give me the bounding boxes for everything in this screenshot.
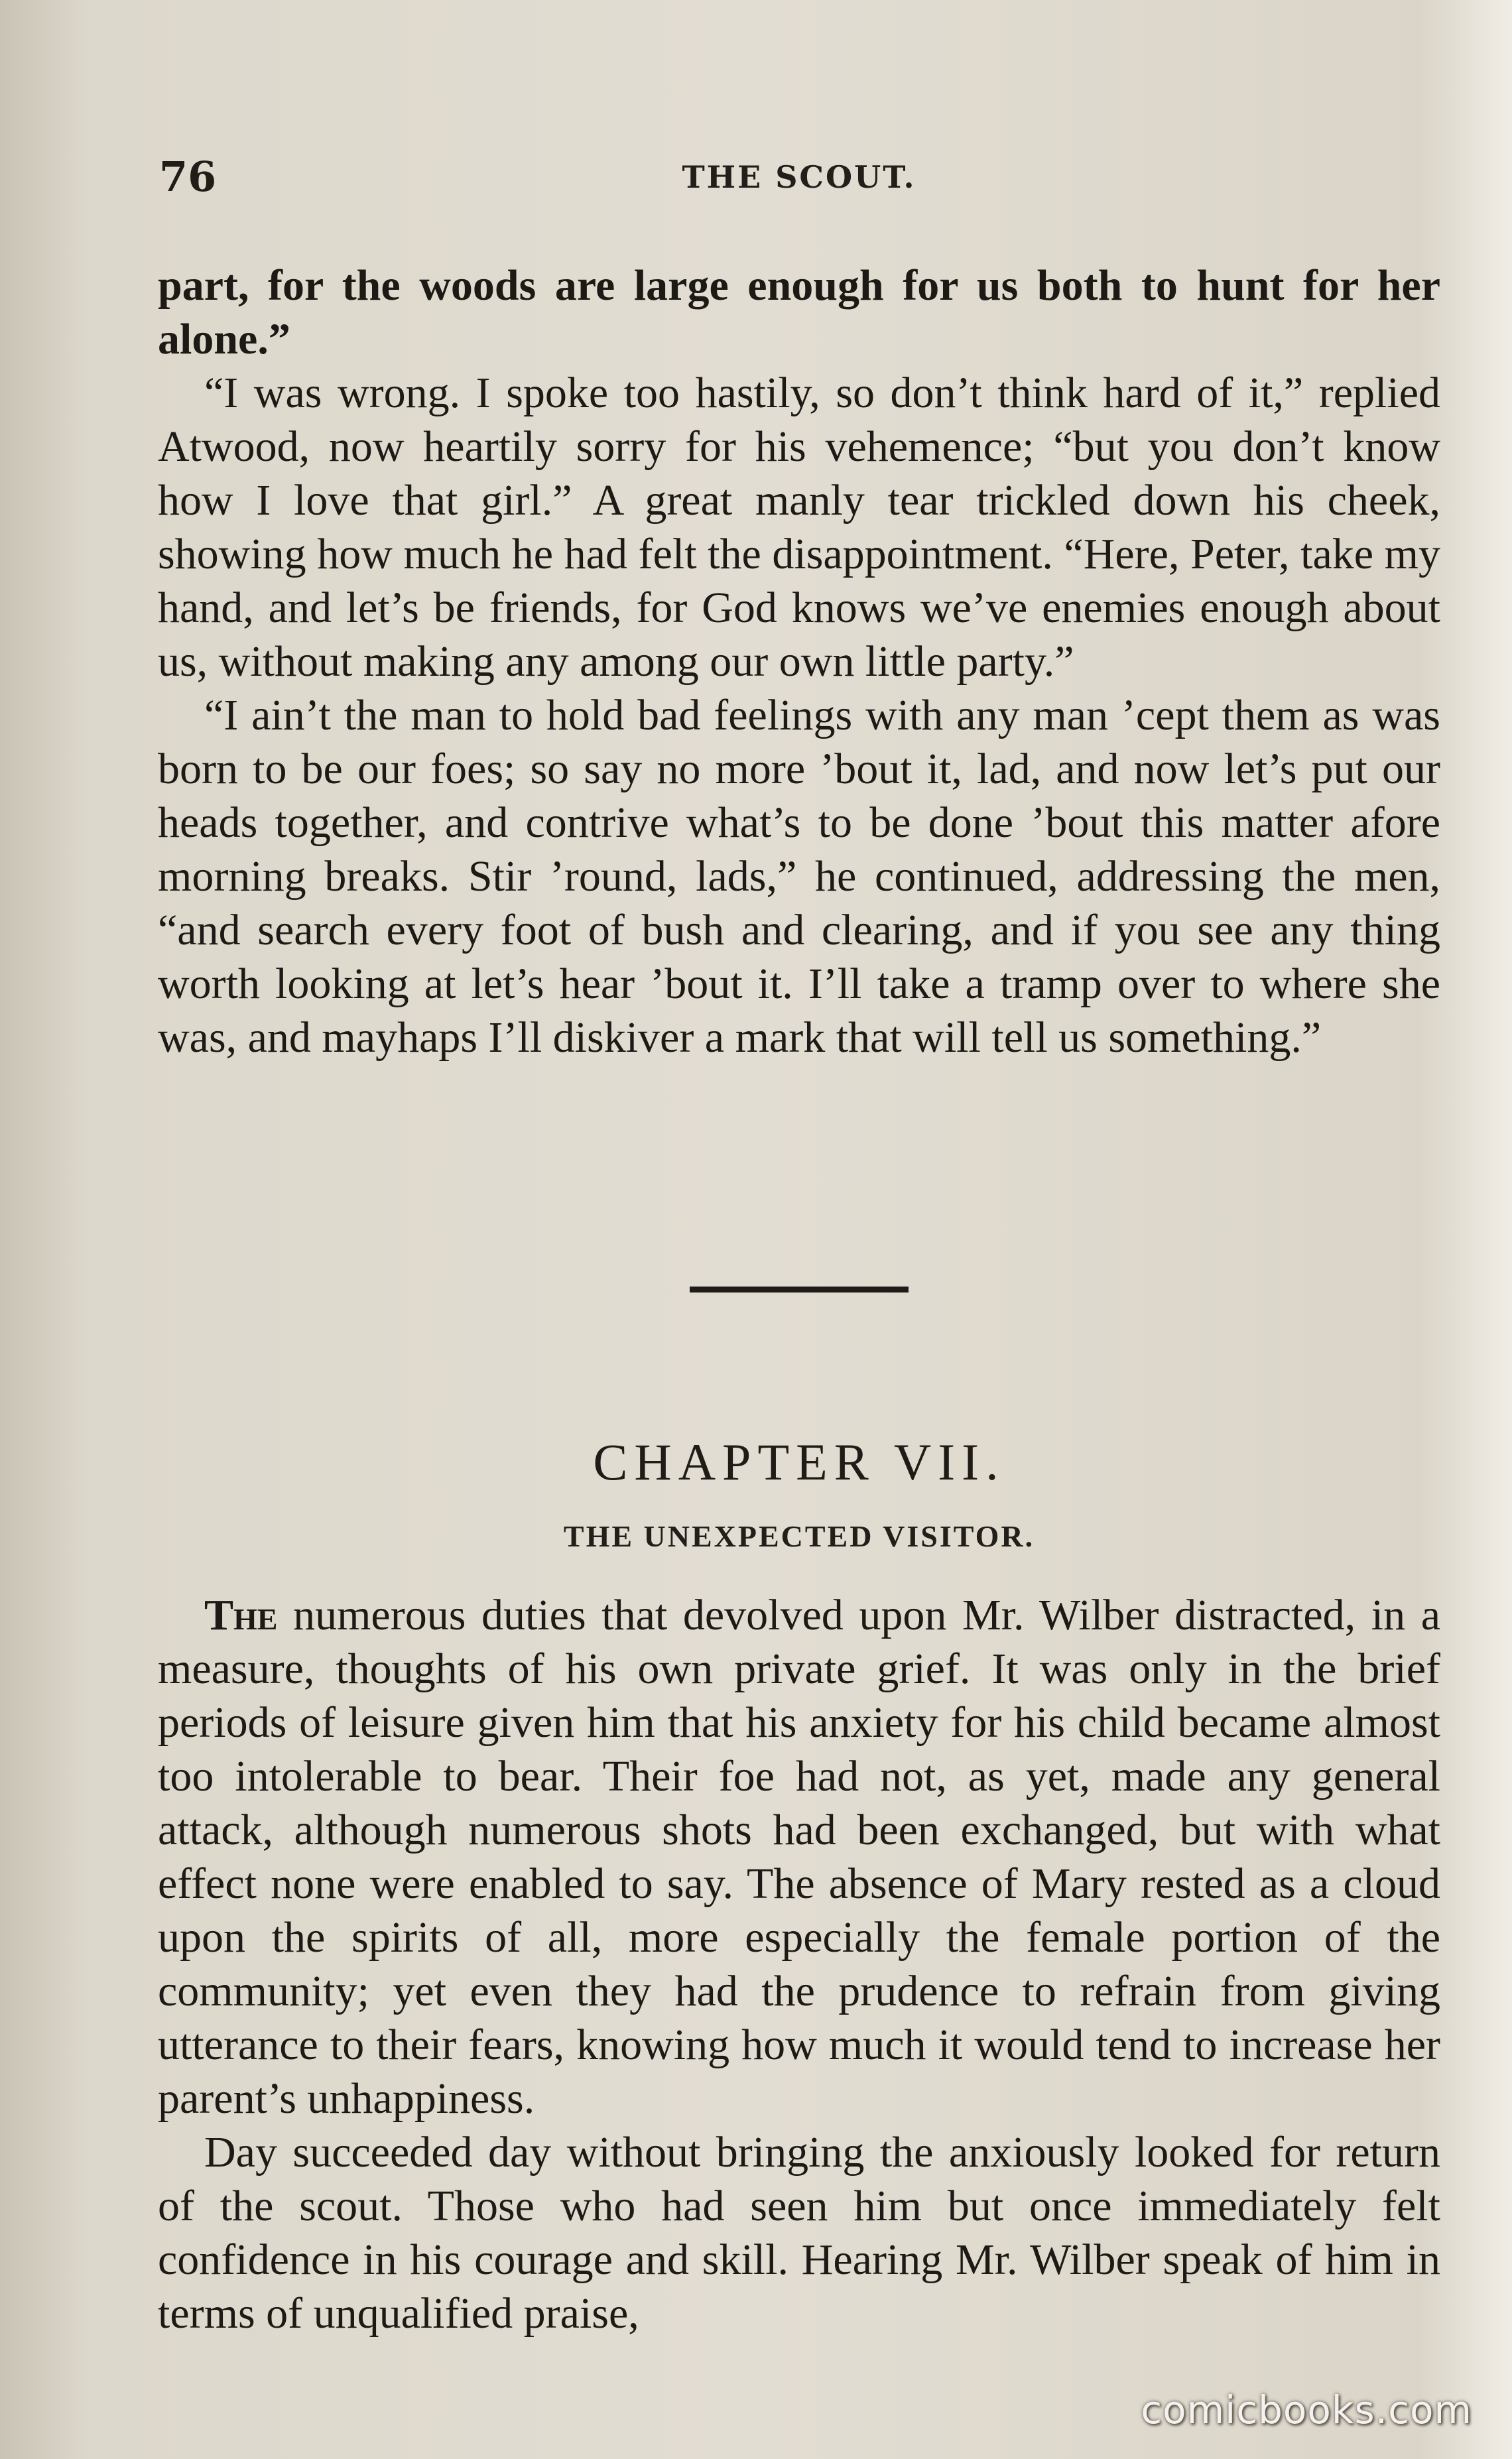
chapter-heading: CHAPTER VII. <box>593 1433 1005 1491</box>
paragraph-peter-reply: “I ain’t the man to hold bad feelings with any man ’cept them as was born to be our foes; so say no more ’bout it, lad, and now let’s put our heads together, and contrive what’s to be done ’bout this matter afore morning breaks. Stir ’round, lads,” he continued, addressing the men, “and search every foot of bush and clearing, and if you see any thing worth looking at let’s hear ’bout it. I’ll take a tramp over to where she was, and mayhaps I’ll diskiver a mark that will tell us something.” <box>158 691 1440 1062</box>
paragraph-atwood-reply: “I was wrong. I spoke too hastily, so don’t think hard of it,” replied Atwood, now heartily sorry for his vehemence; “but you don’t know how I love that girl.” A great manly tear trickled down his cheek, showing how much he had felt the disappointment. “Here, Peter, take my hand, and let’s be friends, for God knows we’ve enemies enough about us, without making any among our own little party.” <box>158 369 1440 686</box>
page-header <box>159 153 1439 212</box>
top-text-block <box>158 259 1440 1064</box>
chapter-paragraph-2: Day succeeded day without bringing the anxiously looked for return of the scout. Those who had seen him but once immediately felt confidence in his courage and skill. Hearing Mr. Wilber speak of him in terms of unqualified praise, <box>158 2128 1440 2338</box>
running-head: THE SCOUT. <box>682 159 916 195</box>
chapter-lead-word: The <box>204 1591 278 1639</box>
paragraph-continuation: part, for the woods are large enough for us both to hunt for her alone.” <box>158 261 1440 363</box>
section-divider-rule <box>690 1287 909 1293</box>
chapter-paragraph-1-text: numerous duties that devolved upon Mr. Wilber distracted, in a measure, thoughts of his own private grief. It was only in the brief periods of leisure given him that his anxiety for his child became almost too intolerable to bear. Their foe had not, as yet, made any general attack, although numerous shots had been exchanged, but with what effect none were enabled to say. The absence of Mary rested as a cloud upon the spirits of all, more especially the female portion of the community; yet even they had the prudence to refrain from giving utterance to their fears, knowing how much it would tend to increase her parent’s unhappiness. <box>158 1591 1440 2123</box>
watermark-text: comicbooks.com <box>1141 2387 1472 2432</box>
page-number: 76 <box>159 153 217 201</box>
chapter-subtitle: THE UNEXPECTED VISITOR. <box>563 1519 1035 1553</box>
chapter-paragraph-1 <box>158 1588 1440 2125</box>
chapter-text-block <box>158 1588 1440 2340</box>
